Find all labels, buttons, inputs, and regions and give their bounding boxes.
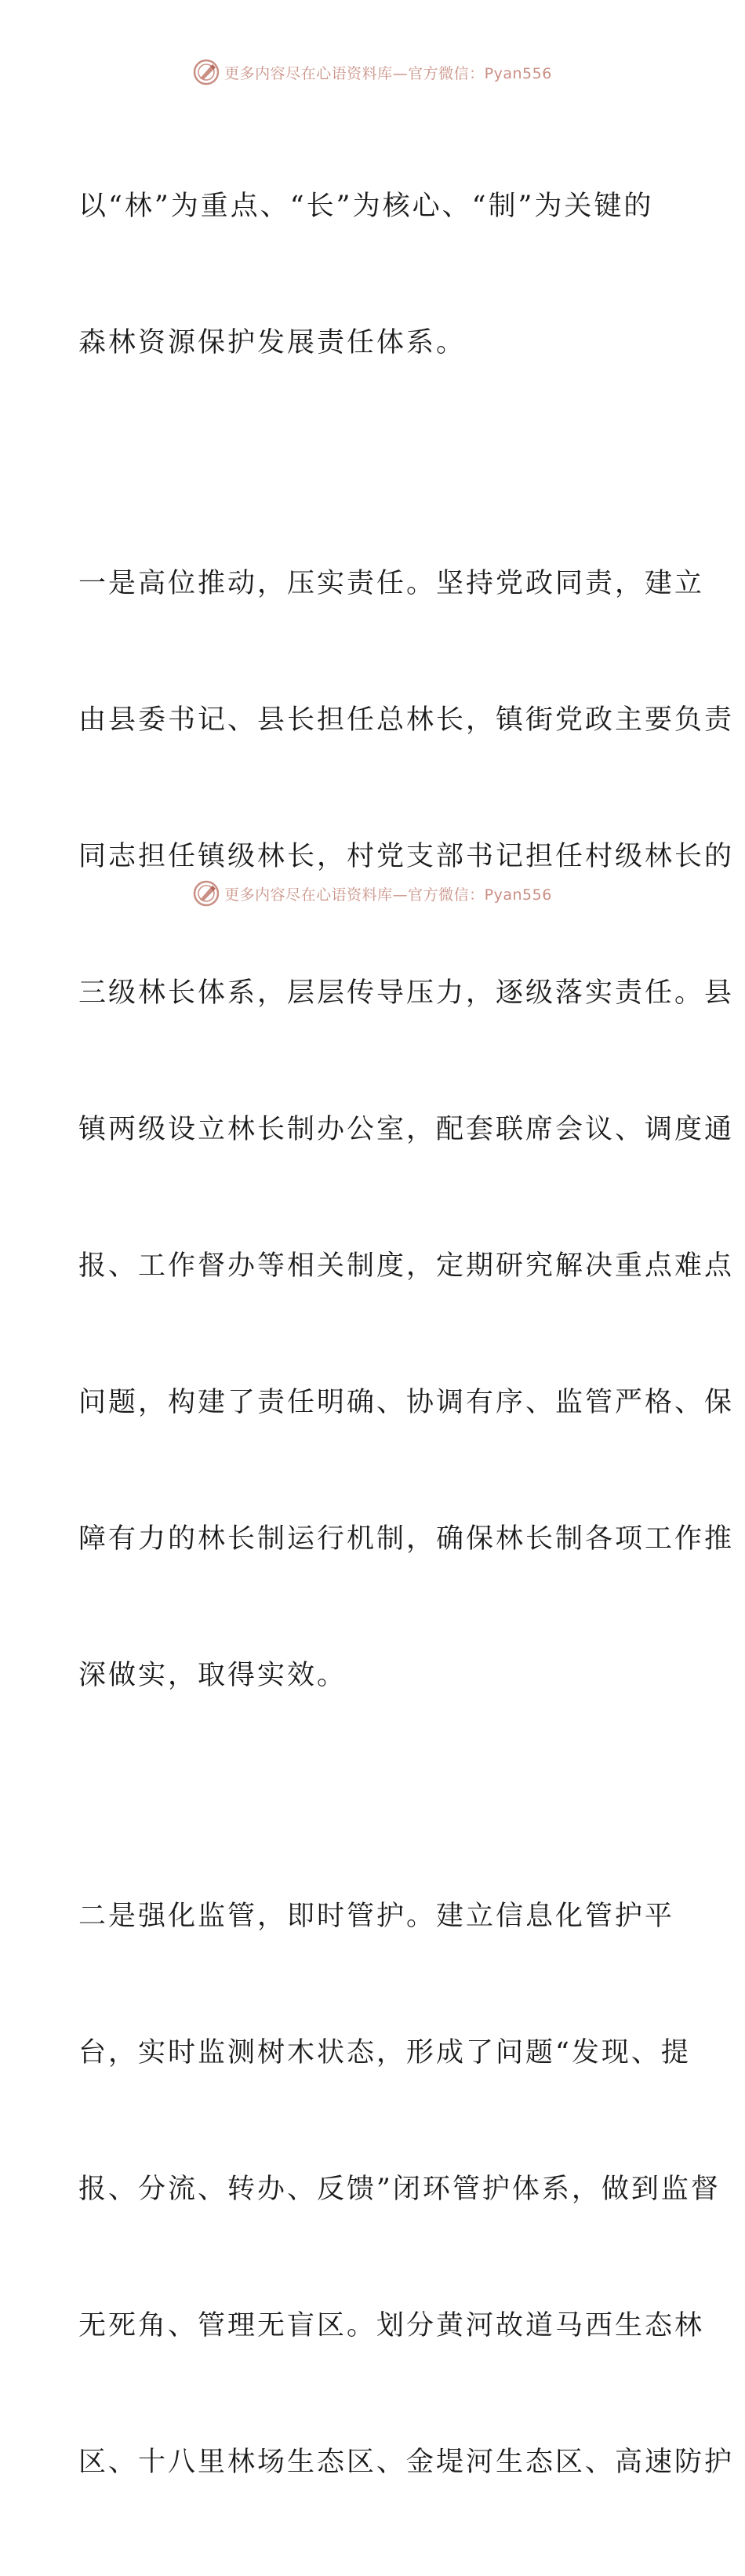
text-line: 无死角、管理无盲区。划分黄河故道马西生态林 [78, 2310, 705, 2341]
text-line: 森林资源保护发展责任体系。 [78, 327, 467, 358]
text-line: 同志担任镇级林长，村党支部书记担任村级林长的 [78, 841, 735, 872]
paragraph-two [78, 1803, 735, 2576]
text-line: 区、十八里林场生态区、金堤河生态区、高速防护 [78, 2447, 735, 2478]
pen-nib-logo-icon [193, 59, 220, 86]
text-line: 三级林长体系，层层传导压力，逐级落实责任。县 [78, 977, 735, 1009]
text-line: 问题，构建了责任明确、协调有序、监管严格、保 [78, 1387, 735, 1418]
document-body [78, 93, 735, 2576]
paragraph-one [78, 470, 735, 1789]
text-line: 深做实，取得实效。 [78, 1660, 347, 1691]
text-line: 一是高位推动，压实责任。坚持党政同责，建立 [78, 568, 705, 599]
text-line: 报、工作督办等相关制度，定期研究解决重点难点 [78, 1250, 735, 1282]
text-line: 镇两级设立林长制办公室，配套联席会议、调度通 [78, 1114, 735, 1145]
text-line: 报、分流、转办、反馈”闭环管护体系，做到监督 [78, 2174, 721, 2205]
watermark-text: 更多内容尽在心语资料库—官方微信：Pyan556 [224, 886, 552, 904]
text-line: 由县委书记、县长担任总林长，镇街党政主要负责 [78, 704, 735, 736]
text-line: 以“林”为重点、“长”为核心、“制”为关键的 [78, 191, 654, 222]
watermark-footer [0, 878, 745, 909]
text-line: 台，实时监测树木状态，形成了问题“发现、提 [78, 2037, 691, 2068]
text-line: 障有力的林长制运行机制，确保林长制各项工作推 [78, 1523, 735, 1555]
watermark-text: 更多内容尽在心语资料库—官方微信：Pyan556 [224, 64, 552, 82]
text-line: 二是强化监管，即时管护。建立信息化管护平 [78, 1901, 675, 1932]
pen-nib-logo-icon [193, 880, 220, 907]
watermark-header [0, 56, 745, 88]
paragraph-intro [78, 93, 674, 457]
